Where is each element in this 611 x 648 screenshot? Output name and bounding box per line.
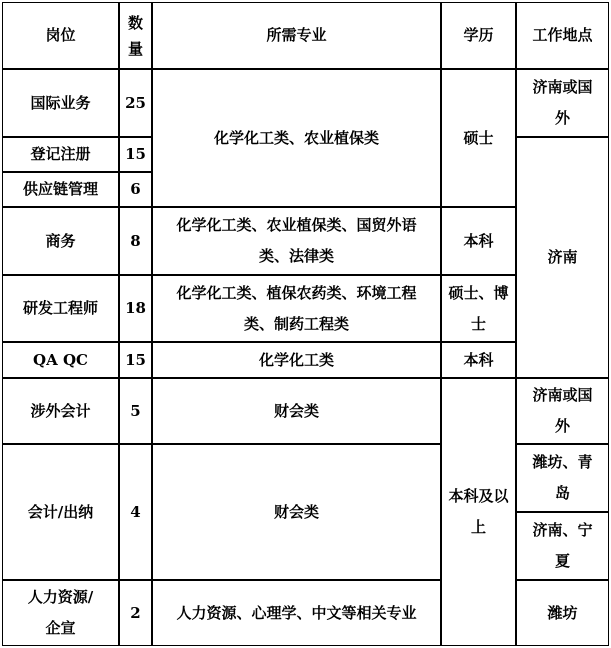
table-row-count: 18 xyxy=(119,275,152,342)
location-jinan-ningxia: 济南、宁夏 xyxy=(516,512,609,580)
table-row-count: 4 xyxy=(119,444,152,580)
header-education: 学历 xyxy=(441,2,516,69)
table-row-position: 供应链管理 xyxy=(2,172,119,207)
table-row-count: 5 xyxy=(119,378,152,444)
table-row-major: 财会类 xyxy=(152,444,441,580)
table-row-education: 本科 xyxy=(441,207,516,275)
table-row-location: 济南或国外 xyxy=(516,378,609,444)
table-row-position: 研发工程师 xyxy=(2,275,119,342)
merged-education-top: 硕士 xyxy=(441,69,516,207)
location-weifang-qingdao: 潍坊、青岛 xyxy=(516,444,609,512)
table-row-major: 化学化工类 xyxy=(152,342,441,378)
table-row-position: 商务 xyxy=(2,207,119,275)
table-row-count: 2 xyxy=(119,580,152,646)
table-row-major: 人力资源、心理学、中文等相关专业 xyxy=(152,580,441,646)
header-position: 岗位 xyxy=(2,2,119,69)
table-row-position: 国际业务 xyxy=(2,69,119,137)
table-row-position: 会计/出纳 xyxy=(2,444,119,580)
merged-education-bottom: 本科及以上 xyxy=(441,378,516,646)
table-row-major: 财会类 xyxy=(152,378,441,444)
table-row-location: 济南或国外 xyxy=(516,69,609,137)
table-row-location: 潍坊 xyxy=(516,580,609,646)
table-row-count: 8 xyxy=(119,207,152,275)
header-location: 工作地点 xyxy=(516,2,609,69)
header-count: 数量 xyxy=(119,2,152,69)
header-major: 所需专业 xyxy=(152,2,441,69)
table-row-position: 涉外会计 xyxy=(2,378,119,444)
table-row-major: 化学化工类、农业植保类、国贸外语类、法律类 xyxy=(152,207,441,275)
table-row-position: 登记注册 xyxy=(2,137,119,172)
table-row-major: 化学化工类、植保农药类、环境工程类、制药工程类 xyxy=(152,275,441,342)
merged-major-top: 化学化工类、农业植保类 xyxy=(152,69,441,207)
table-row-count: 25 xyxy=(119,69,152,137)
table-row-education: 硕士、博士 xyxy=(441,275,516,342)
table-row-count: 15 xyxy=(119,342,152,378)
table-row-count: 15 xyxy=(119,137,152,172)
table-row-count: 6 xyxy=(119,172,152,207)
table-row-education: 本科 xyxy=(441,342,516,378)
table-row-position: QA QC xyxy=(2,342,119,378)
merged-location-jinan: 济南 xyxy=(516,137,609,378)
table-row-position: 人力资源/企宣 xyxy=(2,580,119,646)
